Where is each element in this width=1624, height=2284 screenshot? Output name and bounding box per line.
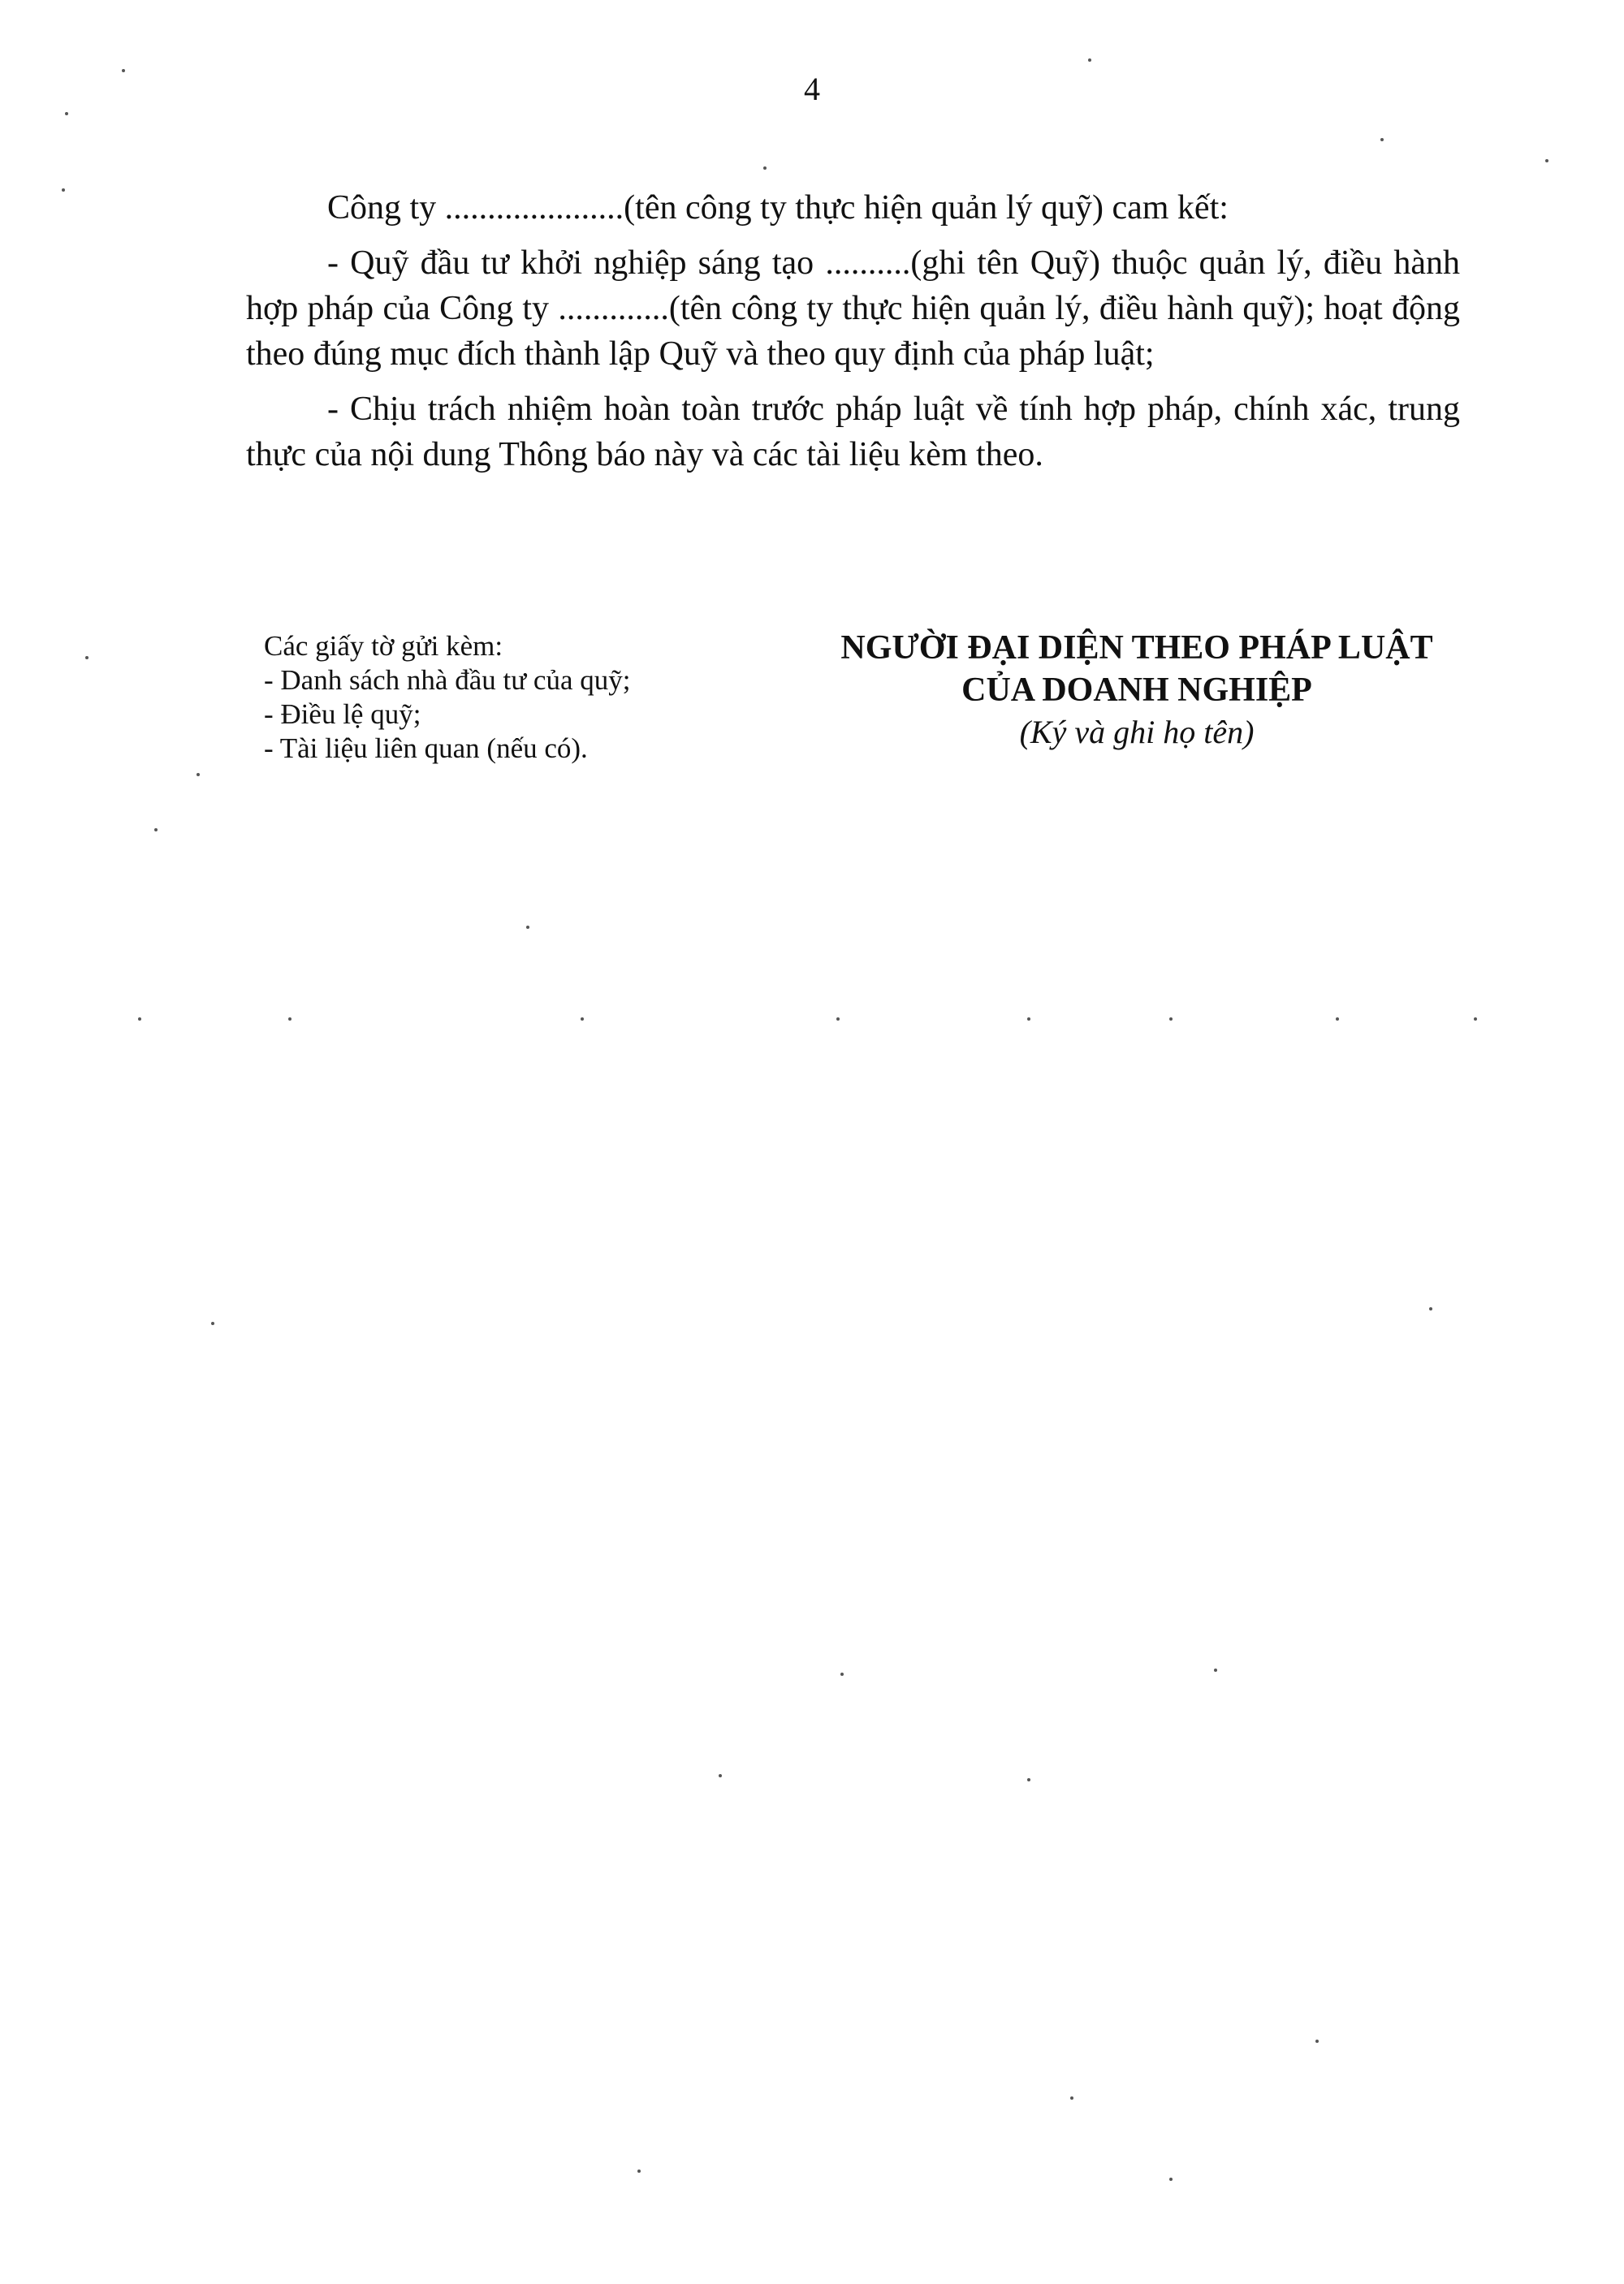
scan-speck (1070, 2096, 1073, 2100)
scan-speck (526, 926, 529, 929)
scan-speck (1545, 159, 1548, 162)
attachment-item: - Tài liệu liên quan (nếu có). (264, 732, 588, 764)
scan-speck (1429, 1307, 1432, 1310)
commitment-intro-paragraph: Công ty .....................(tên công ty thực hiện quản lý quỹ) cam kết: (327, 189, 1229, 227)
scan-speck (85, 656, 89, 659)
commitment-body (246, 185, 1460, 477)
scan-speck (154, 828, 158, 831)
scan-speck (1315, 2040, 1319, 2043)
signature-note: (Ký và ghi họ tên) (1019, 714, 1255, 750)
scan-speck (197, 773, 200, 776)
page-number: 4 (804, 71, 820, 107)
scan-speck (763, 166, 767, 170)
scan-speck (138, 1017, 141, 1021)
attachments-heading: Các giấy tờ gửi kèm: (264, 630, 503, 662)
scan-speck (288, 1017, 292, 1021)
signature-title-line2: CỦA DOANH NGHIỆP (961, 671, 1312, 709)
commitment-fund-paragraph: - Quỹ đầu tư khởi nghiệp sáng tạo ..........(ghi tên Quỹ) thuộc quản lý, điều hành hợp pháp của Công ty .............(tên công ty thực hiện quản lý, điều hành quỹ); hoạt động theo đúng mục đích thành lập Quỹ và theo quy định của pháp luật; (246, 244, 1460, 373)
signature-title-line1: NGƯỜI ĐẠI DIỆN THEO PHÁP LUẬT (840, 629, 1433, 667)
scan-speck (581, 1017, 584, 1021)
attachments-list (264, 629, 767, 766)
scan-speck (1169, 1017, 1173, 1021)
scan-speck (65, 112, 68, 115)
attachment-item: - Danh sách nhà đầu tư của quỹ; (264, 664, 631, 696)
commitment-responsibility-paragraph: - Chịu trách nhiệm hoàn toàn trước pháp luật về tính hợp pháp, chính xác, trung thực của nội dung Thông báo này và các tài liệu kèm theo. (246, 391, 1460, 473)
scan-speck (1336, 1017, 1339, 1021)
scan-speck (719, 1774, 722, 1777)
scan-speck (836, 1017, 840, 1021)
scan-speck (122, 69, 125, 72)
scan-speck (1214, 1669, 1217, 1672)
scan-speck (62, 188, 65, 192)
attachment-item: - Điều lệ quỹ; (264, 698, 421, 730)
scan-speck (840, 1673, 844, 1676)
scan-speck (637, 2170, 641, 2173)
scan-speck (211, 1322, 214, 1325)
scan-speck (1088, 58, 1091, 62)
scan-speck (1027, 1778, 1030, 1781)
signature-block (731, 627, 1543, 753)
scan-speck (1169, 2178, 1173, 2181)
scan-speck (1027, 1017, 1030, 1021)
scan-speck (1380, 138, 1384, 141)
scan-speck (1474, 1017, 1477, 1021)
